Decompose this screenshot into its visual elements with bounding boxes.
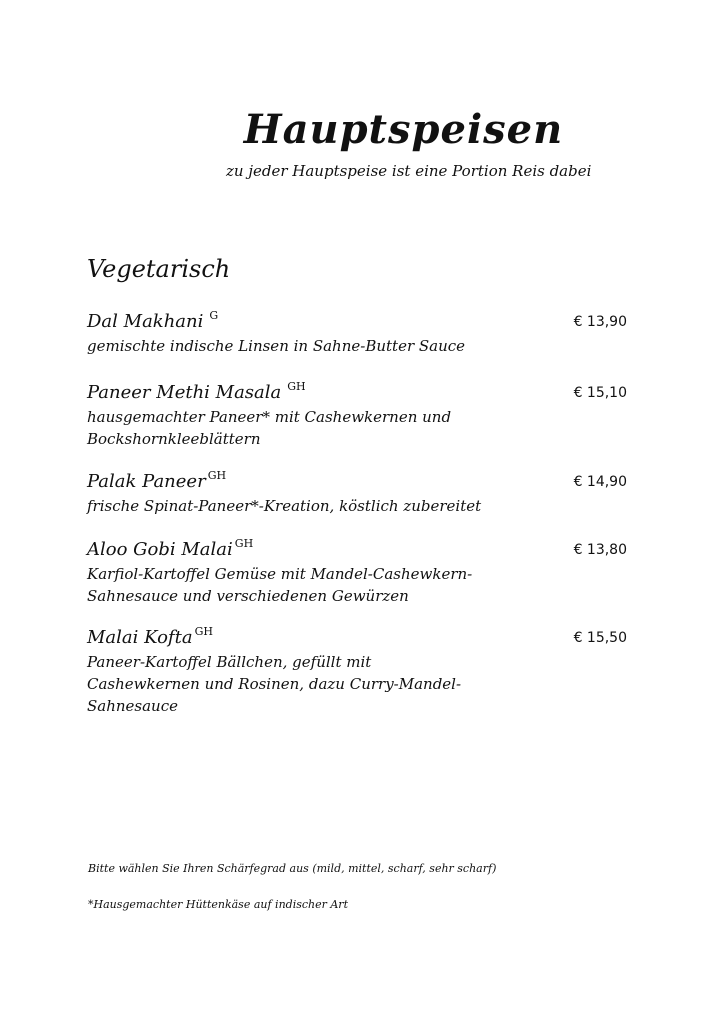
dish-name: Paneer Methi Masala xyxy=(87,382,282,403)
spice-level-note: Bitte wählen Sie Ihren Schärfegrad aus (mild, mittel, scharf, sehr scharf) xyxy=(88,862,497,875)
allergen-tag: G xyxy=(209,309,219,322)
menu-item-header xyxy=(87,537,627,563)
dish-description: gemischte indische Linsen in Sahne-Butter Sauce xyxy=(87,337,466,355)
dish-description: Paneer-Kartoffel Bällchen, gefüllt mit Cashewkernen und Rosinen, dazu Curry-Mandel-Sahnesauce xyxy=(87,653,462,715)
dish-price: € 13,90 xyxy=(573,314,627,330)
dish-description: Karfiol-Kartoffel Gemüse mit Mandel-Cashewkern-Sahnesauce und verschiedenen Gewürzen xyxy=(87,565,473,605)
page-subtitle: zu jeder Hauptspeise ist eine Portion Reis dabei xyxy=(226,162,592,180)
dish-name: Palak Paneer xyxy=(87,471,206,492)
paneer-footnote: *Hausgemachter Hüttenkäse auf indischer Art xyxy=(88,898,348,911)
menu-item xyxy=(87,469,627,517)
menu-item-header xyxy=(87,625,627,651)
dish-price: € 15,50 xyxy=(573,630,627,646)
allergen-tag: GH xyxy=(194,625,213,638)
allergen-tag: GH xyxy=(287,380,306,393)
dish-price: € 15,10 xyxy=(573,385,627,401)
section-title-vegetarisch: Vegetarisch xyxy=(87,255,231,283)
page-title: Hauptspeisen xyxy=(243,106,564,153)
menu-item xyxy=(87,380,627,450)
menu-item-header xyxy=(87,309,627,335)
dish-name: Dal Makhani xyxy=(87,311,204,332)
menu-item-header xyxy=(87,380,627,406)
menu-item-header xyxy=(87,469,627,495)
menu-item xyxy=(87,625,627,717)
dish-name: Malai Kofta xyxy=(87,627,193,648)
menu-item xyxy=(87,309,627,357)
dish-price: € 14,90 xyxy=(573,474,627,490)
dish-price: € 13,80 xyxy=(573,542,627,558)
dish-description: hausgemachter Paneer* mit Cashewkernen und Bockshornkleeblättern xyxy=(87,408,452,448)
allergen-tag: GH xyxy=(234,537,254,550)
dish-description: frische Spinat-Paneer*-Kreation, köstlich zubereitet xyxy=(87,497,482,515)
dish-name: Aloo Gobi Malai xyxy=(87,539,233,560)
menu-item xyxy=(87,537,627,607)
allergen-tag: GH xyxy=(207,469,227,482)
